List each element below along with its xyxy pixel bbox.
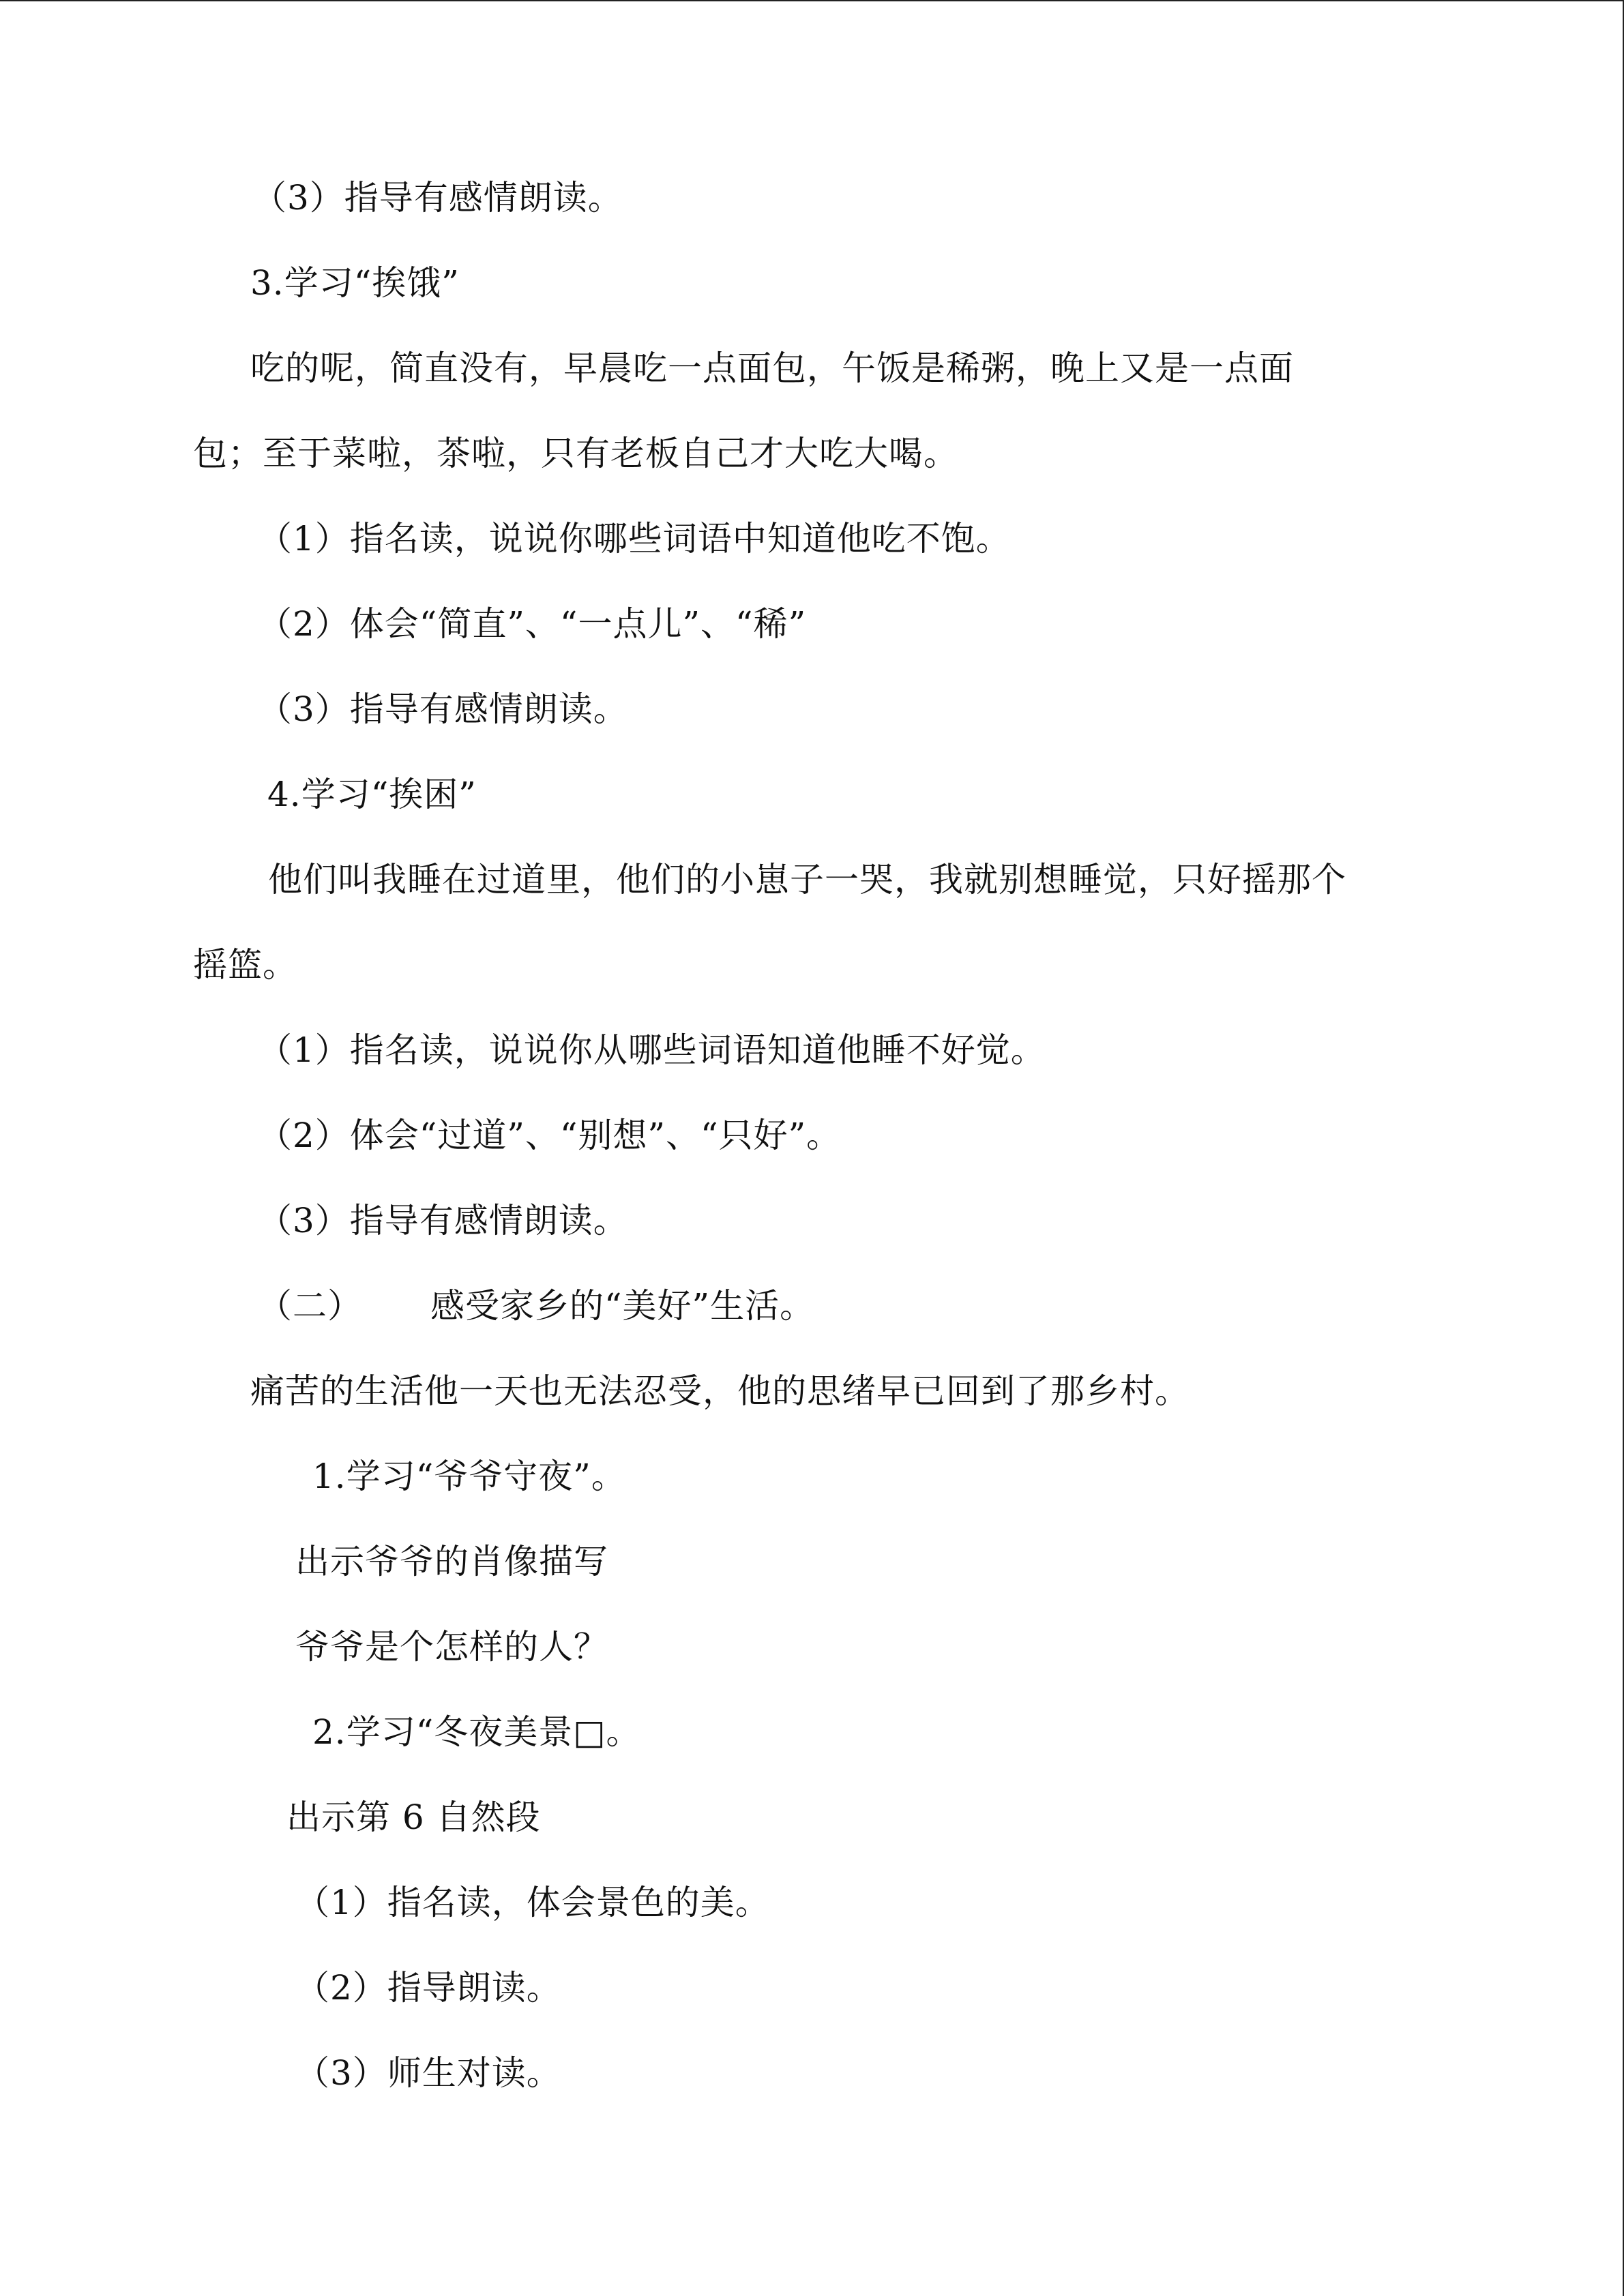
text-line: （2）指导朗读。 xyxy=(295,1968,561,2008)
text-line: 摇篮。 xyxy=(193,945,297,985)
section-title: 感受家乡的“美好”生活。 xyxy=(430,1286,815,1326)
text-line: （2）体会“简直”、“一点儿”、“稀” xyxy=(258,604,807,644)
text-line: （3）指导有感情朗读。 xyxy=(252,178,623,218)
text-line: （2）体会“过道”、“别想”、“只好”。 xyxy=(258,1116,842,1155)
text-line: 出示爷爷的肖像描写 xyxy=(295,1542,608,1581)
text-line: 出示第 6 自然段 xyxy=(286,1798,541,1837)
text-line: 他们叫我睡在过道里，他们的小崽子一哭，我就别想睡觉，只好摇那个 xyxy=(268,860,1346,899)
text-line: （1）指名读，体会景色的美。 xyxy=(295,1883,770,1922)
text-line: （3）指导有感情朗读。 xyxy=(258,689,628,729)
heading-line: 4.学习“挨困” xyxy=(267,775,477,814)
heading-line: 2.学习“冬夜美景□。 xyxy=(312,1712,641,1752)
text-line: （3）师生对读。 xyxy=(295,2053,561,2093)
text-line: （1）指名读，说说你哪些词语中知道他吃不饱。 xyxy=(258,519,1011,558)
section-heading xyxy=(258,1284,814,1328)
text-line: 包；至于菜啦，茶啦，只有老板自己才大吃大喝。 xyxy=(193,434,958,473)
text-line: （1）指名读，说说你从哪些词语知道他睡不好觉。 xyxy=(258,1030,1046,1070)
text-line: 痛苦的生活他一天也无法忍受，他的思绪早已回到了那乡村。 xyxy=(250,1371,1190,1411)
heading-line: 3.学习“挨饿” xyxy=(250,263,460,303)
text-line: 爷爷是个怎样的人？ xyxy=(295,1627,608,1667)
text-line: 吃的呢，简直没有，早晨吃一点面包，午饭是稀粥，晚上又是一点面 xyxy=(250,348,1294,388)
text-line: （3）指导有感情朗读。 xyxy=(258,1201,628,1240)
section-marker: （二） xyxy=(258,1286,362,1326)
heading-line: 1.学习“爷爷守夜”。 xyxy=(312,1457,626,1496)
